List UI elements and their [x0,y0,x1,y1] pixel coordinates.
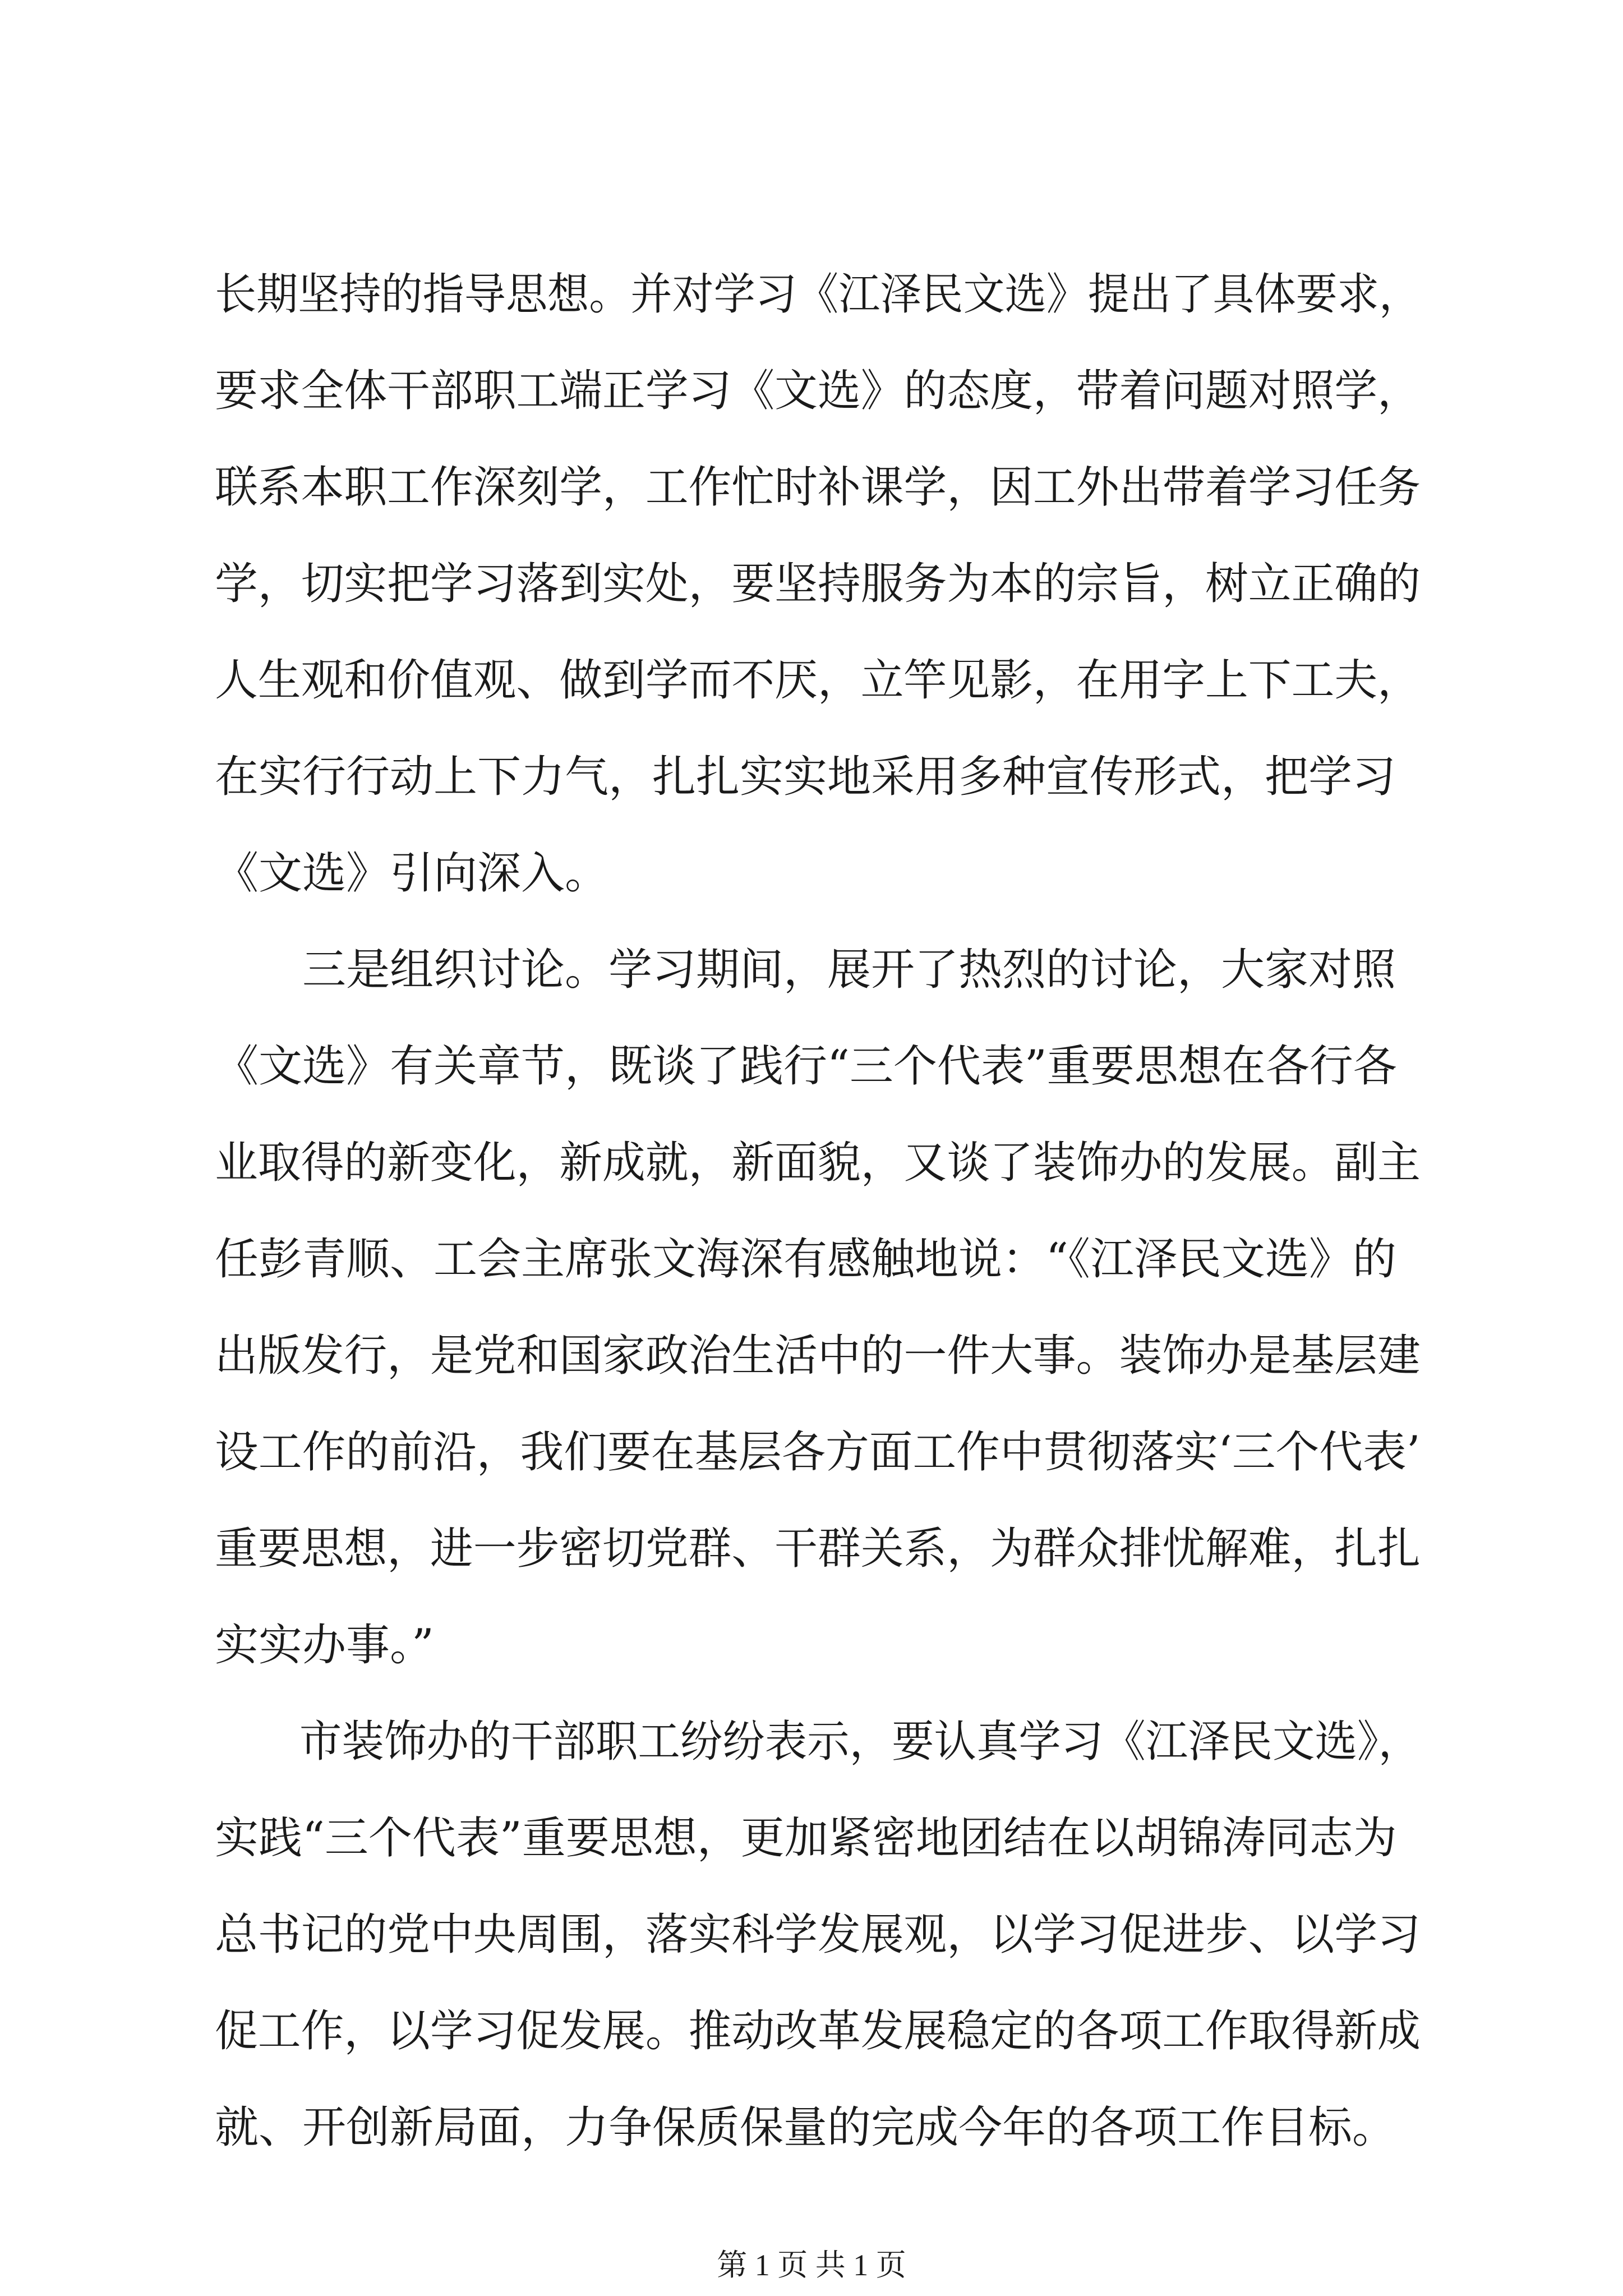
text-line: 设工作的前沿，我们要在基层各方面工作中贯彻落实‘三个代表’ [215,1427,1421,1478]
text-line: 《文选》有关章节，既谈了践行“三个代表”重要思想在各行各 [215,1041,1397,1092]
paragraph-start: 市装饰办的干部职工纷纷表示，要认真学习《江泽民文选》， [215,1717,1421,1767]
text-line: 就、开创新局面，力争保质保量的完成今年的各项工作目标。 [215,2102,1396,2153]
text-line: 业取得的新变化，新成就，新面貌，又谈了装饰办的发展。副主 [215,1138,1421,1188]
text-line: 在实行行动上下力气，扎扎实实地采用多种宣传形式，把学习 [215,752,1396,802]
text-line: 实实办事。” [215,1620,434,1671]
text-line: 人生观和价值观、做到学而不厌，立竿见影，在用字上下工夫， [215,655,1421,706]
text-line: 重要思想，进一步密切党群、干群关系，为群众排忧解难，扎扎 [215,1524,1421,1574]
text-line: 联系本职工作深刻学，工作忙时补课学，因工外出带着学习任务 [215,462,1421,513]
page-footer: 第 1 页 共 1 页 [717,2248,906,2282]
text-line: 《文选》引向深入。 [215,848,609,899]
text-line: 实践“三个代表”重要思想，更加紧密地团结在以胡锦涛同志为 [215,1813,1397,1864]
paragraph-start: 三是组织讨论。学习期间，展开了热烈的讨论，大家对照 [215,945,1396,995]
text-line: 任彭青顺、工会主席张文海深有感触地说：“《江泽民文选》的 [215,1234,1396,1285]
text-line: 促工作，以学习促发展。推动改革发展稳定的各项工作取得新成 [215,2006,1421,2056]
text-line: 要求全体干部职工端正学习《文选》的态度，带着问题对照学， [215,366,1421,416]
text-line: 学，切实把学习落到实处，要坚持服务为本的宗旨，树立正确的 [215,559,1421,609]
text-line: 总书记的党中央周围，落实科学发展观，以学习促进步、以学习 [215,1910,1421,1960]
text-line: 长期坚持的指导思想。并对学习《江泽民文选》提出了具体要求， [215,269,1421,320]
text-line: 出版发行，是党和国家政治生活中的一件大事。装饰办是基层建 [215,1331,1421,1381]
